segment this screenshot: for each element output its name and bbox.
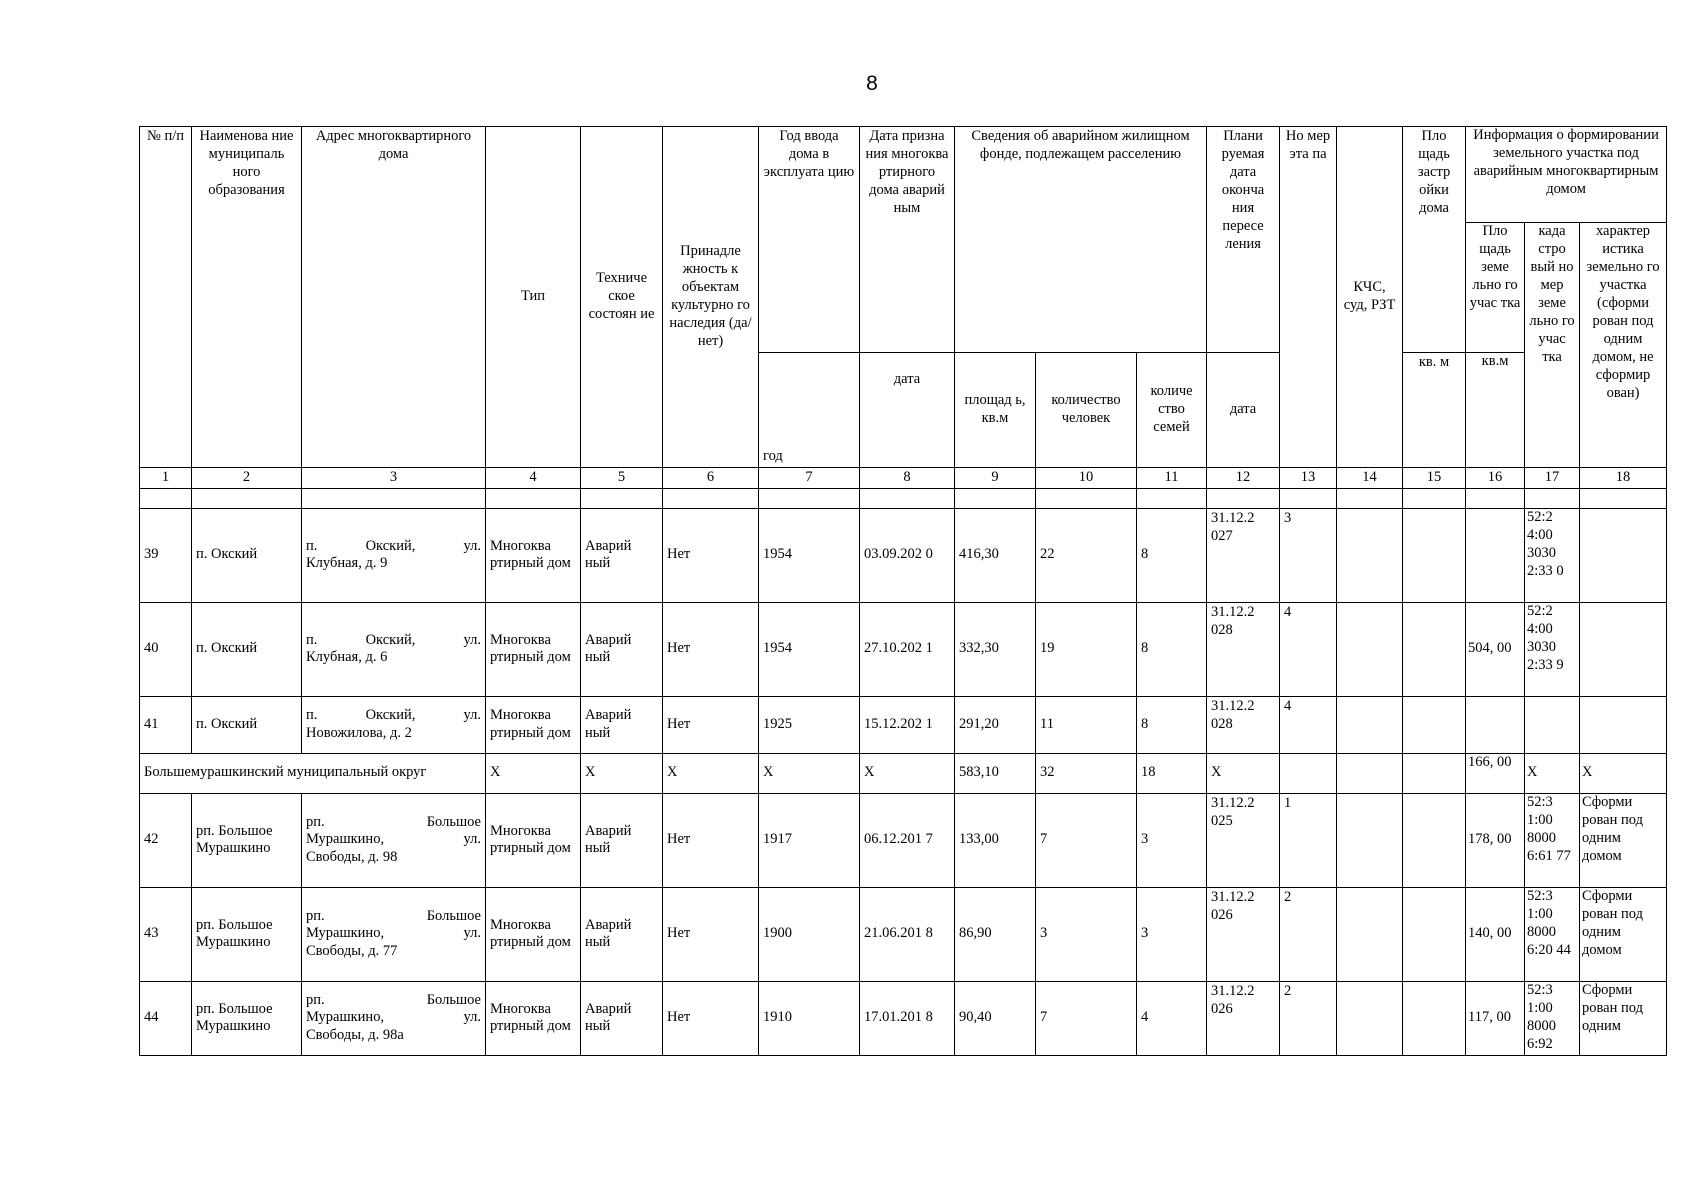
cell-year: 1917 bbox=[759, 793, 860, 887]
cell-cadastral: 52:3 1:00 8000 6:92 bbox=[1525, 981, 1580, 1055]
cell-people: 11 bbox=[1036, 696, 1137, 753]
cell-date: 21.06.201 8 bbox=[860, 887, 955, 981]
cell-address bbox=[302, 887, 486, 981]
cell-land-area: 178, 00 bbox=[1466, 793, 1525, 887]
header-built-area-unit: кв. м bbox=[1403, 353, 1466, 468]
cell-planned-date: 31.12.2 026 bbox=[1207, 981, 1280, 1055]
cell-heritage: Нет bbox=[663, 602, 759, 696]
cell-municipality: рп. Большое Мурашкино bbox=[192, 793, 302, 887]
page-number: 8 bbox=[866, 72, 878, 95]
cell-condition: Аварий ный bbox=[581, 981, 663, 1055]
cell-type: X bbox=[486, 753, 581, 793]
col-number: 13 bbox=[1280, 468, 1337, 489]
cell-kchs bbox=[1337, 508, 1403, 602]
address-line: п. Окский, ул. bbox=[306, 537, 481, 554]
cell-land-area: 166, 00 bbox=[1466, 753, 1525, 793]
cell-land-char: Сформи рован под одним bbox=[1580, 981, 1667, 1055]
cell-condition: Аварий ный bbox=[581, 887, 663, 981]
cell-address bbox=[302, 981, 486, 1055]
cell-planned-date: 31.12.2 028 bbox=[1207, 602, 1280, 696]
cell-stage: 3 bbox=[1280, 508, 1337, 602]
table-row bbox=[140, 602, 1667, 696]
col-number: 11 bbox=[1137, 468, 1207, 489]
cell-date: 27.10.202 1 bbox=[860, 602, 955, 696]
address-line: Клубная, д. 6 bbox=[306, 649, 388, 666]
cell-area: 583,10 bbox=[955, 753, 1036, 793]
cell-year: 1925 bbox=[759, 696, 860, 753]
address-line: рп. Большое bbox=[306, 813, 481, 830]
cell-people: 32 bbox=[1036, 753, 1137, 793]
cell-planned-date: 31.12.2 026 bbox=[1207, 887, 1280, 981]
cell-cadastral: 52:3 1:00 8000 6:61 77 bbox=[1525, 793, 1580, 887]
cell-land-char bbox=[1580, 602, 1667, 696]
table-row bbox=[140, 887, 1667, 981]
cell-kchs bbox=[1337, 887, 1403, 981]
cell-kchs bbox=[1337, 981, 1403, 1055]
cell-date: 03.09.202 0 bbox=[860, 508, 955, 602]
address-line: Свободы, д. 98 bbox=[306, 849, 398, 866]
col-number: 1 bbox=[140, 468, 192, 489]
subtotal-row bbox=[140, 753, 1667, 793]
cell-municipality: рп. Большое Мурашкино bbox=[192, 887, 302, 981]
cell-planned-date: 31.12.2 028 bbox=[1207, 696, 1280, 753]
cell-cadastral: 52:2 4:00 3030 2:33 0 bbox=[1525, 508, 1580, 602]
address-line: Мурашкино, ул. bbox=[306, 1009, 481, 1026]
cell-planned-date: 31.12.2 027 bbox=[1207, 508, 1280, 602]
cell-stage: 1 bbox=[1280, 793, 1337, 887]
cell-municipality: п. Окский bbox=[192, 696, 302, 753]
cell-address bbox=[302, 696, 486, 753]
header-built-area-group: Пло щадь застр ойки дома bbox=[1403, 127, 1466, 353]
cell-people: 22 bbox=[1036, 508, 1137, 602]
cell-stage: 4 bbox=[1280, 696, 1337, 753]
cell-land-char bbox=[1580, 696, 1667, 753]
cell-cadastral: 52:3 1:00 8000 6:20 44 bbox=[1525, 887, 1580, 981]
cell-num: 44 bbox=[140, 981, 192, 1055]
address-line: Свободы, д. 77 bbox=[306, 943, 398, 960]
cell-land-area: 504, 00 bbox=[1466, 602, 1525, 696]
cell-date: 17.01.201 8 bbox=[860, 981, 955, 1055]
cell-land-char: Сформи рован под одним домом bbox=[1580, 887, 1667, 981]
cell-families: 4 bbox=[1137, 981, 1207, 1055]
cell-num: 39 bbox=[140, 508, 192, 602]
col-number: 10 bbox=[1036, 468, 1137, 489]
header-municipality: Наименова ние муниципаль ного образования bbox=[192, 127, 302, 468]
cell-type: Многоква ртирный дом bbox=[486, 508, 581, 602]
cell-stage: 2 bbox=[1280, 887, 1337, 981]
header-cadastral: када стро вый но мер земе льно го учас тка bbox=[1525, 223, 1580, 468]
address-line: Мурашкино, ул. bbox=[306, 925, 481, 942]
cell-year: X bbox=[759, 753, 860, 793]
address-line: рп. Большое bbox=[306, 907, 481, 924]
cell-kchs bbox=[1337, 793, 1403, 887]
cell-num: 41 bbox=[140, 696, 192, 753]
cell-num: 42 bbox=[140, 793, 192, 887]
cell-type: Многоква ртирный дом bbox=[486, 793, 581, 887]
header-stage: Но мер эта па bbox=[1280, 127, 1337, 468]
col-number: 18 bbox=[1580, 468, 1667, 489]
cell-area: 291,20 bbox=[955, 696, 1036, 753]
col-number: 16 bbox=[1466, 468, 1525, 489]
header-planned-sub: дата bbox=[1207, 353, 1280, 468]
col-number: 14 bbox=[1337, 468, 1403, 489]
col-number: 6 bbox=[663, 468, 759, 489]
cell-built-area bbox=[1403, 753, 1466, 793]
header-people: количество человек bbox=[1036, 353, 1137, 468]
cell-built-area bbox=[1403, 887, 1466, 981]
col-number: 5 bbox=[581, 468, 663, 489]
cell-num: 43 bbox=[140, 887, 192, 981]
cell-families: 18 bbox=[1137, 753, 1207, 793]
cell-num: 40 bbox=[140, 602, 192, 696]
cell-land-char: Сформи рован под одним домом bbox=[1580, 793, 1667, 887]
address-line: рп. Большое bbox=[306, 991, 481, 1008]
col-number: 4 bbox=[486, 468, 581, 489]
header-families: количе ство семей bbox=[1137, 353, 1207, 468]
cell-address bbox=[302, 793, 486, 887]
cell-year: 1954 bbox=[759, 602, 860, 696]
cell-condition: Аварий ный bbox=[581, 696, 663, 753]
cell-year: 1954 bbox=[759, 508, 860, 602]
table-row bbox=[140, 793, 1667, 887]
address-line: п. Окский, ул. bbox=[306, 707, 481, 723]
cell-land-area: 117, 00 bbox=[1466, 981, 1525, 1055]
cell-municipality: рп. Большое Мурашкино bbox=[192, 981, 302, 1055]
header-land-area: Пло щадь земе льно го учас тка bbox=[1466, 223, 1525, 353]
header-date-sub: дата bbox=[860, 353, 955, 468]
spacer-row bbox=[140, 488, 1667, 508]
cell-cadastral: 52:2 4:00 3030 2:33 9 bbox=[1525, 602, 1580, 696]
address-line: Мурашкино, ул. bbox=[306, 831, 481, 848]
header-land-char: характер истика земельно го участка (сформи рован под одним домом, не сформир ован) bbox=[1580, 223, 1667, 468]
cell-built-area bbox=[1403, 696, 1466, 753]
cell-built-area bbox=[1403, 508, 1466, 602]
header-heritage: Принадле жность к объектам культурно го наследия (да/нет) bbox=[663, 127, 759, 468]
header-kchs: КЧС, суд, РЗТ bbox=[1337, 127, 1403, 468]
cell-families: 3 bbox=[1137, 887, 1207, 981]
cell-area: 86,90 bbox=[955, 887, 1036, 981]
header-num: № п/п bbox=[140, 127, 192, 468]
cell-land-area bbox=[1466, 508, 1525, 602]
cell-kchs bbox=[1337, 753, 1403, 793]
cell-families: 3 bbox=[1137, 793, 1207, 887]
cell-land-char: X bbox=[1580, 753, 1667, 793]
cell-people: 3 bbox=[1036, 887, 1137, 981]
cell-date: 15.12.202 1 bbox=[860, 696, 955, 753]
cell-address bbox=[302, 602, 486, 696]
cell-heritage: Нет bbox=[663, 887, 759, 981]
cell-municipality: п. Окский bbox=[192, 602, 302, 696]
cell-condition: Аварий ный bbox=[581, 508, 663, 602]
cell-land-char bbox=[1580, 508, 1667, 602]
cell-stage: 4 bbox=[1280, 602, 1337, 696]
cell-date: 06.12.201 7 bbox=[860, 793, 955, 887]
cell-land-area: 140, 00 bbox=[1466, 887, 1525, 981]
cell-land-area bbox=[1466, 696, 1525, 753]
header-year-group: Год ввода дома в эксплуата цию bbox=[759, 127, 860, 353]
cell-people: 7 bbox=[1036, 793, 1137, 887]
cell-stage bbox=[1280, 753, 1337, 793]
header-condition: Техниче ское состоян ие bbox=[581, 127, 663, 468]
cell-type: Многоква ртирный дом bbox=[486, 696, 581, 753]
cell-area: 416,30 bbox=[955, 508, 1036, 602]
cell-heritage: Нет bbox=[663, 696, 759, 753]
col-number: 2 bbox=[192, 468, 302, 489]
cell-date: X bbox=[860, 753, 955, 793]
cell-condition: Аварий ный bbox=[581, 602, 663, 696]
header-land-group: Информация о формировании земельного участка под аварийным многоквартирным домом bbox=[1466, 127, 1667, 223]
table-row bbox=[140, 508, 1667, 602]
col-number: 8 bbox=[860, 468, 955, 489]
cell-area: 332,30 bbox=[955, 602, 1036, 696]
cell-built-area bbox=[1403, 602, 1466, 696]
cell-stage: 2 bbox=[1280, 981, 1337, 1055]
cell-built-area bbox=[1403, 793, 1466, 887]
cell-built-area bbox=[1403, 981, 1466, 1055]
cell-cadastral bbox=[1525, 696, 1580, 753]
cell-heritage: X bbox=[663, 753, 759, 793]
col-number: 17 bbox=[1525, 468, 1580, 489]
cell-people: 7 bbox=[1036, 981, 1137, 1055]
header-year-sub: год bbox=[759, 353, 860, 468]
cell-type: Многоква ртирный дом bbox=[486, 981, 581, 1055]
header-type: Тип bbox=[486, 127, 581, 468]
header-planned-group: Плани руемая дата оконча ния пересе ления bbox=[1207, 127, 1280, 353]
cell-type: Многоква ртирный дом bbox=[486, 602, 581, 696]
cell-heritage: Нет bbox=[663, 508, 759, 602]
address-line: Клубная, д. 9 bbox=[306, 555, 388, 572]
header-emergency-group: Сведения об аварийном жилищном фонде, подлежащем расселению bbox=[955, 127, 1207, 353]
cell-address bbox=[302, 508, 486, 602]
cell-year: 1900 bbox=[759, 887, 860, 981]
cell-families: 8 bbox=[1137, 508, 1207, 602]
cell-families: 8 bbox=[1137, 602, 1207, 696]
cell-type: Многоква ртирный дом bbox=[486, 887, 581, 981]
subtotal-label: Большемурашкинский муниципальный округ bbox=[140, 753, 486, 793]
emergency-housing-table bbox=[139, 126, 1667, 1056]
cell-area: 133,00 bbox=[955, 793, 1036, 887]
col-number: 7 bbox=[759, 468, 860, 489]
cell-heritage: Нет bbox=[663, 981, 759, 1055]
cell-municipality: п. Окский bbox=[192, 508, 302, 602]
cell-kchs bbox=[1337, 696, 1403, 753]
cell-condition: Аварий ный bbox=[581, 793, 663, 887]
header-date-group: Дата призна ния многоква ртирного дома аварий ным bbox=[860, 127, 955, 353]
cell-year: 1910 bbox=[759, 981, 860, 1055]
col-number: 9 bbox=[955, 468, 1036, 489]
cell-heritage: Нет bbox=[663, 793, 759, 887]
cell-cadastral: X bbox=[1525, 753, 1580, 793]
address-line: п. Окский, ул. bbox=[306, 631, 481, 648]
header-address: Адрес многоквартирного дома bbox=[302, 127, 486, 468]
table-row bbox=[140, 696, 1667, 753]
cell-kchs bbox=[1337, 602, 1403, 696]
table-row bbox=[140, 981, 1667, 1055]
header-area: площад ь, кв.м bbox=[955, 353, 1036, 468]
col-number: 15 bbox=[1403, 468, 1466, 489]
cell-condition: X bbox=[581, 753, 663, 793]
cell-planned-date: X bbox=[1207, 753, 1280, 793]
header-land-area-unit: кв.м bbox=[1466, 353, 1525, 468]
col-number: 3 bbox=[302, 468, 486, 489]
cell-families: 8 bbox=[1137, 696, 1207, 753]
address-line: Новожилова, д. 2 bbox=[306, 724, 412, 741]
address-line: Свободы, д. 98а bbox=[306, 1027, 404, 1044]
cell-planned-date: 31.12.2 025 bbox=[1207, 793, 1280, 887]
column-numbers-row bbox=[140, 468, 1667, 489]
cell-people: 19 bbox=[1036, 602, 1137, 696]
cell-area: 90,40 bbox=[955, 981, 1036, 1055]
col-number: 12 bbox=[1207, 468, 1280, 489]
